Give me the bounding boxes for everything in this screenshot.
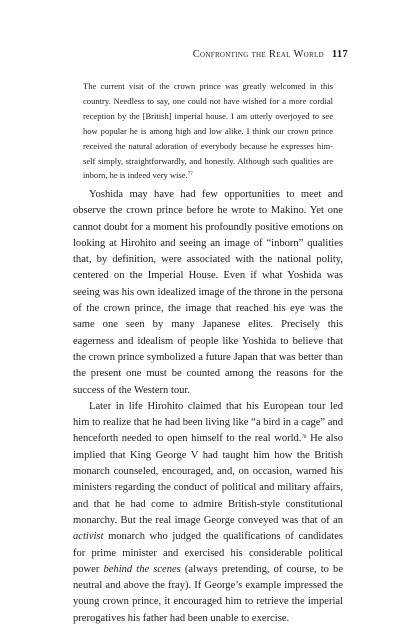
emphasis-behind-the-scenes: behind the scenes xyxy=(103,563,181,575)
quote-paragraph xyxy=(83,79,333,183)
paragraph-1: Yoshida may have had few opportunities to meet and observe the crown prince before he wrote to Makino. Yet one cannot doubt for a moment his profoundly positive emotions on looking at Hirohito and seeing an image of “inborn” qualities that, by definition, were associated with the national polity, centered on the Imperial House. Even if what Yoshida was seeing was his own idealized image of the throne in the persona of the crown prince, the image that reached his eye was the same one seen by many Japanese elites. Precisely this eagerness and idealism of people like Yoshida to believe that the crown prince symbolized a future Japan that was better than the present one must be counted among the reasons for the success of the Western tour. xyxy=(73,189,343,396)
page-number: 117 xyxy=(331,49,348,60)
paragraph-2-part-a: Later in life Hirohito claimed that his European tour led him to realize that he had been living like “a bird in a cage” and henceforth needed to open himself to the real world. xyxy=(73,400,343,445)
emphasis-activist: activist xyxy=(73,531,104,543)
quote-text: The current visit of the crown prince was greatly welcomed in this country. Needless to say, one could not have wished for a more cordial reception by the [British] imperial house. I am utterly overjoyed to see how popular he is among high and low alike. I think our crown prince received the natural adoration of everybody because he expresses himself simply, straightforwardly, and honestly. Although such qualities are inborn, he is indeed very wise. xyxy=(83,81,333,181)
body-text xyxy=(73,187,343,627)
paragraph-2-part-c: monarch who judged the qualifications of candidates for prime minister and exercised his considerable political power xyxy=(73,531,343,575)
paragraph-2 xyxy=(73,399,343,627)
paragraph-2-part-d: (always pretending, of course, to be neutral and above the fray). If George’s example impressed the young crown prince, it encouraged him to retrieve the imperial prerogatives his father had been unable to exercise. xyxy=(73,563,344,624)
running-header xyxy=(193,49,348,60)
running-title: Confronting the Real World xyxy=(192,49,324,60)
footnote-ref-77: 77 xyxy=(187,172,193,178)
paragraph-2-part-b: He also implied that King George V had taught him how the British monarch counseled, encouraged, and, on occasion, warned his ministers regarding the conduct of political and military affairs, and that he had come to admire British-style constitutional monarchy. But the real image George conveyed was that of an xyxy=(73,433,343,526)
block-quote xyxy=(83,79,333,183)
footnote-ref-78: 78 xyxy=(301,435,307,441)
